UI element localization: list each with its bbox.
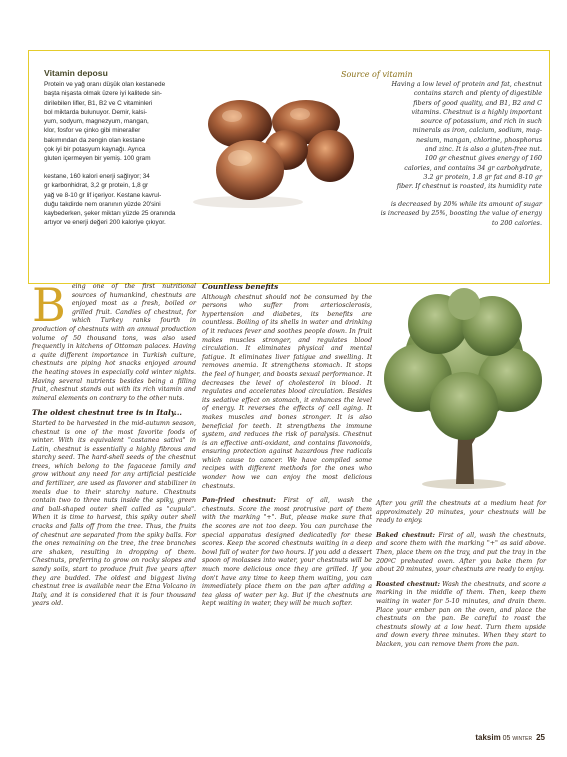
section-heading-benefits: Countless benefits [202,282,279,291]
vitamin-box-en-title: Source of vitamin [341,70,413,79]
text-line: vitamins. Chestnut is a highly important [411,107,542,116]
text-line: dirilebilen lifler, B1, B2 ve C vitaminleri [44,99,153,107]
text-line: yağ ve 8-10 gr lif içeriyor. Kestane kavrul- [44,191,162,199]
magazine-name: taksim [475,733,501,742]
vitamin-box-en-text-tail [255,200,542,228]
text-line: Protein ve yağ oranı düşük olan kestanede [44,81,166,88]
grill-time-paragraph: After you grill the chestnuts at a medium heat for approximately 20 minutes, your chestnuts will be ready to enjoy. [376,500,546,525]
chestnut [216,140,284,200]
text-line: and zinc. It is also a gluten-free nut. [424,145,542,154]
section-heading-oldest-tree: The oldest chestnut tree is in Italy... [32,408,182,418]
article-column-3 [376,500,546,656]
issue-number: 05 [502,735,511,742]
text-line: çok iyi bir potasyum kaynağı. Ayrıca [44,146,146,154]
vitamin-box-tr-title: Vitamin deposu [44,68,108,78]
text-line: kaybederken, şeker miktarı yüzde 25 oranında [44,210,176,218]
text-line: 100 gr chestnut gives energy of 160 [424,154,542,163]
text-line: duğu takdirde nem oranının yüzde 20'sini [44,200,161,208]
oldest-tree-paragraph: Started to be harvested in the mid-autumn season, chestnut is one of the most favorite foods of winter. With its equivalent "castanea sativa" in Latin, chestnut is essentially a highly fibrous and starchy seed. The hard-shell seeds of the chestnut trees, which belong to the fagaceae family and grow without any need for any artificial pesticide and fertilizer, are used as flavorer and stabilizer in meals due to their starchy nature. Chestnuts contain two to three nuts inside the spiky, green and ball-shaped outer shell called as "cupula". When it is time to harvest, this spiky outer shell cracks and falls off from the tree. Thus, the fruits of chestnut are separated from the spiky balls. For the ones remaining on the tree, the tree branches are shaken, resulting in dropping of them. Chestnuts, preferring to grow on rocky slopes and sandy soils, start to produce fruit five years after they are budded. The oldest and biggest living chestnut tree is available near the Etna Volcano in Italy, and it is considered that it is four thousand years old. [32,419,196,608]
pan-fried-paragraph: First of all, wash the chestnuts. Score the most protrusive part of them with the marking "+". But, please make sure that the scores are not too deep. You can purchase the special apparatus designed dedicatedly for these scores. Keep the scored chestnuts waiting in a deep bowl full of water for two hours. If you add a dessert spoon of molasses into water, your chestnuts will be much more delicious once they are grilled. If you don't have any time to keep them waiting, you can immediately place them on the pan after adding a tea glass of water per kg. But if the chestnuts are kept waiting in water, they will be much softer. [202,497,372,608]
article-column-2 [202,283,372,615]
pan-fried-heading: Pan-fried chestnut: [202,497,276,505]
vitamin-box-tr-text [44,80,204,164]
page-number: 25 [536,733,545,742]
roasted-paragraph: Wash the chestnuts, and score a marking in the middle of them. Then, keep them waiting in water for 5-10 minutes, and drain them. Place your ember pan on the oven, and place the chestnuts on the pan. Be careful to roast the chestnuts slowly at a low heat. Turn them upside and down every three minutes. When they start to blacken, you can remove them from the pan. [376,580,546,648]
baked-heading: Baked chestnut: [376,531,435,539]
text-line: is decreased by 20% while its amount of sugar [390,200,542,208]
roasted-heading: Roasted chestnut: [376,580,440,588]
benefits-paragraph: Although chestnut should not be consumed by the persons who suffer from arteriosclerosis, hypertension and diabetes, its benefits are countless. Boiling of its shells in water and drinking of it reduces fever and soothes people down. In fruit makes muscles stronger, and regulates blood circulation. It eliminates physical and mental fatigue. It eliminates liver fatigue and swelling. It removes anemia. It strengthens stomach. It stops the feel of hunger, and boosts sexual performance. It decreases the level of cholesterol in blood. It regulates and accelerates blood circulation. Besides its sedative effect on stomach, it enhances the level of energy. It reverses the effects of cell aging. It makes muscles and bones stronger. It is also beneficial for teeth. It strengthens the immune system, and reduces the risk of paralysis. Chestnut is an effective anti-oxidant, and contains flavonoids, ensuring protection against hazardous free radicals which cause to cancer. We have compiled some recipes with different methods for the ones who wonder how we can enjoy the most delicious chestnuts. [202,293,372,490]
text-line: contains starch and plenty of digestible [413,89,542,98]
text-line: gluten içermeyen bir yemiş. 100 gram [44,155,151,163]
text-line: Having a low level of protein and fat, chestnut [391,80,542,88]
text-line: is increased by 25%, boosting the value of energy [380,209,542,218]
vitamin-box-en-text [330,80,542,192]
page-footer [475,733,545,742]
text-line: to 200 calories. [491,218,542,227]
text-line: fibers of good quality, and B1, B2 and C [413,98,542,107]
baked-paragraph: First of all, wash the chestnuts, and score them with the marking "+" as said above. Then, place them on the tray, and put the tray in the 200ºC preheated oven. After you bake them for about 20 minutes, your chestnuts are ready to enjoy. [376,531,546,574]
drop-cap: B [32,278,66,332]
text-line: calories, and contains 34 gr carbohydrate, [404,163,542,172]
text-line: bol miktarda bulunuyor. Demir, kalsi- [44,108,148,116]
season-label: WINTER [512,736,533,742]
text-line: kestane, 160 kalori enerji sağlıyor; 34 [44,173,150,180]
chestnut-tree-image [378,288,548,494]
text-line: bakımından da zengin olan kestane [44,136,145,144]
text-line: yum, sodyum, magnezyum, mangan, [44,118,149,126]
text-line: nesium, mangan, chlorine, phosphorus [415,135,542,144]
text-line: klor, fosfor ve çinko gibi mineraller [44,127,141,135]
chestnut [208,100,272,148]
text-line: fiber. If chestnut is roasted, its humidity rate [396,182,542,191]
text-line: source of potassium, and rich in such [420,117,542,126]
article-column-1 [32,278,196,615]
text-line: artıyor ve enerji değeri 200 kaloriye çıkıyor. [44,219,166,227]
text-line: 3.2 gr protein, 1.8 gr fat and 8-10 gr [423,172,542,181]
text-line: gr karbonhidrat, 3,2 gr protein, 1,8 gr [44,182,149,190]
intro-paragraph: eing one of the first nutritional sources of humankind, chestnuts are enjoyed most as a fresh, boiled or grilled fruit. Candies of chestnut, for which Turkey ranks fourth in production of chestnuts with an annual production volume of 50 thousand tons, was also used frequently in kitchens of Ottoman palaces. Having a quite different importance in Turkish culture, chestnuts are piping hot snacks enjoyed around the heating stoves in especially cold winter nights. Having several nutrients besides being a filling fruit, chestnut stands out with its rich vitamin and mineral elements on contrary to the other nuts. [32,283,196,402]
text-line: başta nişasta olmak üzere iyi kalitede sin- [44,90,162,98]
text-line: minerals as iron, calcium, sodium, mag- [412,126,542,135]
